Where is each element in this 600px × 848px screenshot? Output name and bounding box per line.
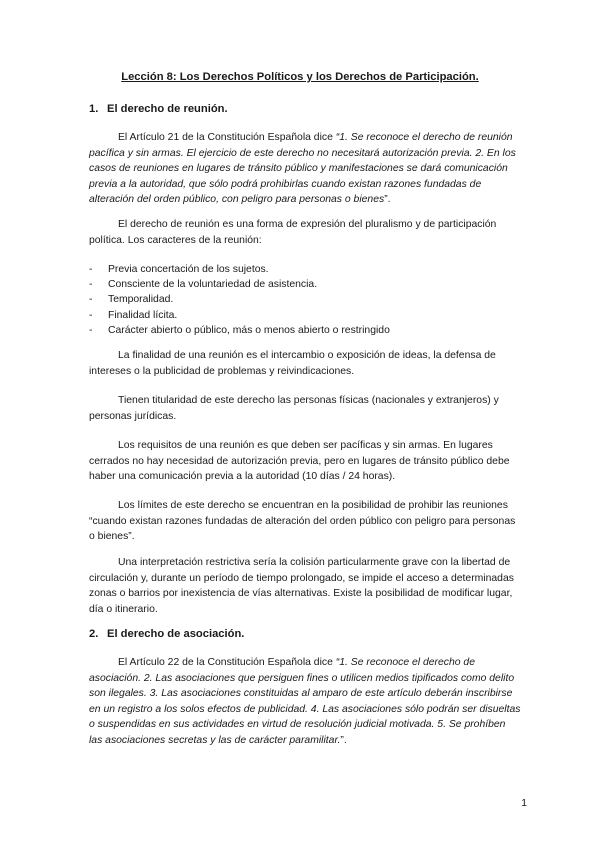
section-1-heading: 1. El derecho de reunión. xyxy=(89,103,228,115)
list-item: - Consciente de la voluntariedad de asistencia. xyxy=(89,279,318,291)
section-1-paragraph-5: Los requisitos de una reunión es que deben ser pacíficas y sin armas. En lugares cerrados no hay necesidad de autorización previa, pero en lugares de tránsito público debe haber una comunicación previa a la autoridad (10 días / 24 horas). xyxy=(89,440,510,483)
page-title: Lección 8: Los Derechos Políticos y los Derechos de Participación. xyxy=(121,71,479,83)
list-item: - Carácter abierto o público, más o menos abierto o restringido xyxy=(89,324,390,336)
section-1-paragraph-6: Los límites de este derecho se encuentran en la posibilidad de prohibir las reuniones “cuando existan razones fundadas de alteración del orden público con peligro para personas o bienes”. xyxy=(89,500,516,543)
section-1-paragraph-2: El derecho de reunión es una forma de expresión del pluralismo y de participación política. Los caracteres de la reunión: xyxy=(89,219,497,246)
section-1-paragraph-4: Tienen titularidad de este derecho las personas físicas (nacionales y extranjeros) y personas jurídicas. xyxy=(89,395,499,422)
list-item: - Previa concertación de los sujetos. xyxy=(89,264,269,275)
section-1-paragraph-7: Una interpretación restrictiva sería la colisión particularmente grave con la libertad de circulación y, durante un período de tiempo prolongado, se impide el acceso a determinadas zonas o barrios por inexistencia de vías alternativas. Existe la posibilidad de modificar lugar, día o itinerario. xyxy=(89,557,514,615)
list-item: - Temporalidad. xyxy=(89,294,174,306)
section-2-article-quote: El Artículo 22 de la Constitución Española dice “1. Se reconoce el derecho de asociación. 2. Las asociaciones que persiguen fines o utilicen medios tipificados como delito son ilegales. 3. Las asociaciones constituidas al amparo de este artículo deberán inscribirse en un registro a los solos efectos de publicidad. 4. Las asociaciones sólo podrán ser disueltas o suspendidas en sus actividades en virtud de resolución judicial motivada. 5. Se prohíben las asociaciones secretas y las de carácter paramilitar.”. xyxy=(89,657,521,746)
characteristics-list xyxy=(89,262,390,338)
list-item: - Finalidad lícita. xyxy=(89,309,178,321)
page-number: 1 xyxy=(521,798,527,809)
section-1-paragraph-3: La finalidad de una reunión es el intercambio o exposición de ideas, la defensa de intereses o la publicidad de problemas y reivindicaciones. xyxy=(89,350,496,377)
section-1-article-quote: El Artículo 21 de la Constitución Española dice “1. Se reconoce el derecho de reunión pacífica y sin armas. El ejercicio de este derecho no necesitará autorización previa. 2. En los casos de reuniones en lugares de tránsito público y manifestaciones se dará comunicación previa a la autoridad, que sólo podrá prohibirlas cuando existan razones fundadas de alteración del orden público, con peligro para personas o bienes”. xyxy=(89,132,516,206)
section-2-heading: 2. El derecho de asociación. xyxy=(89,628,245,640)
